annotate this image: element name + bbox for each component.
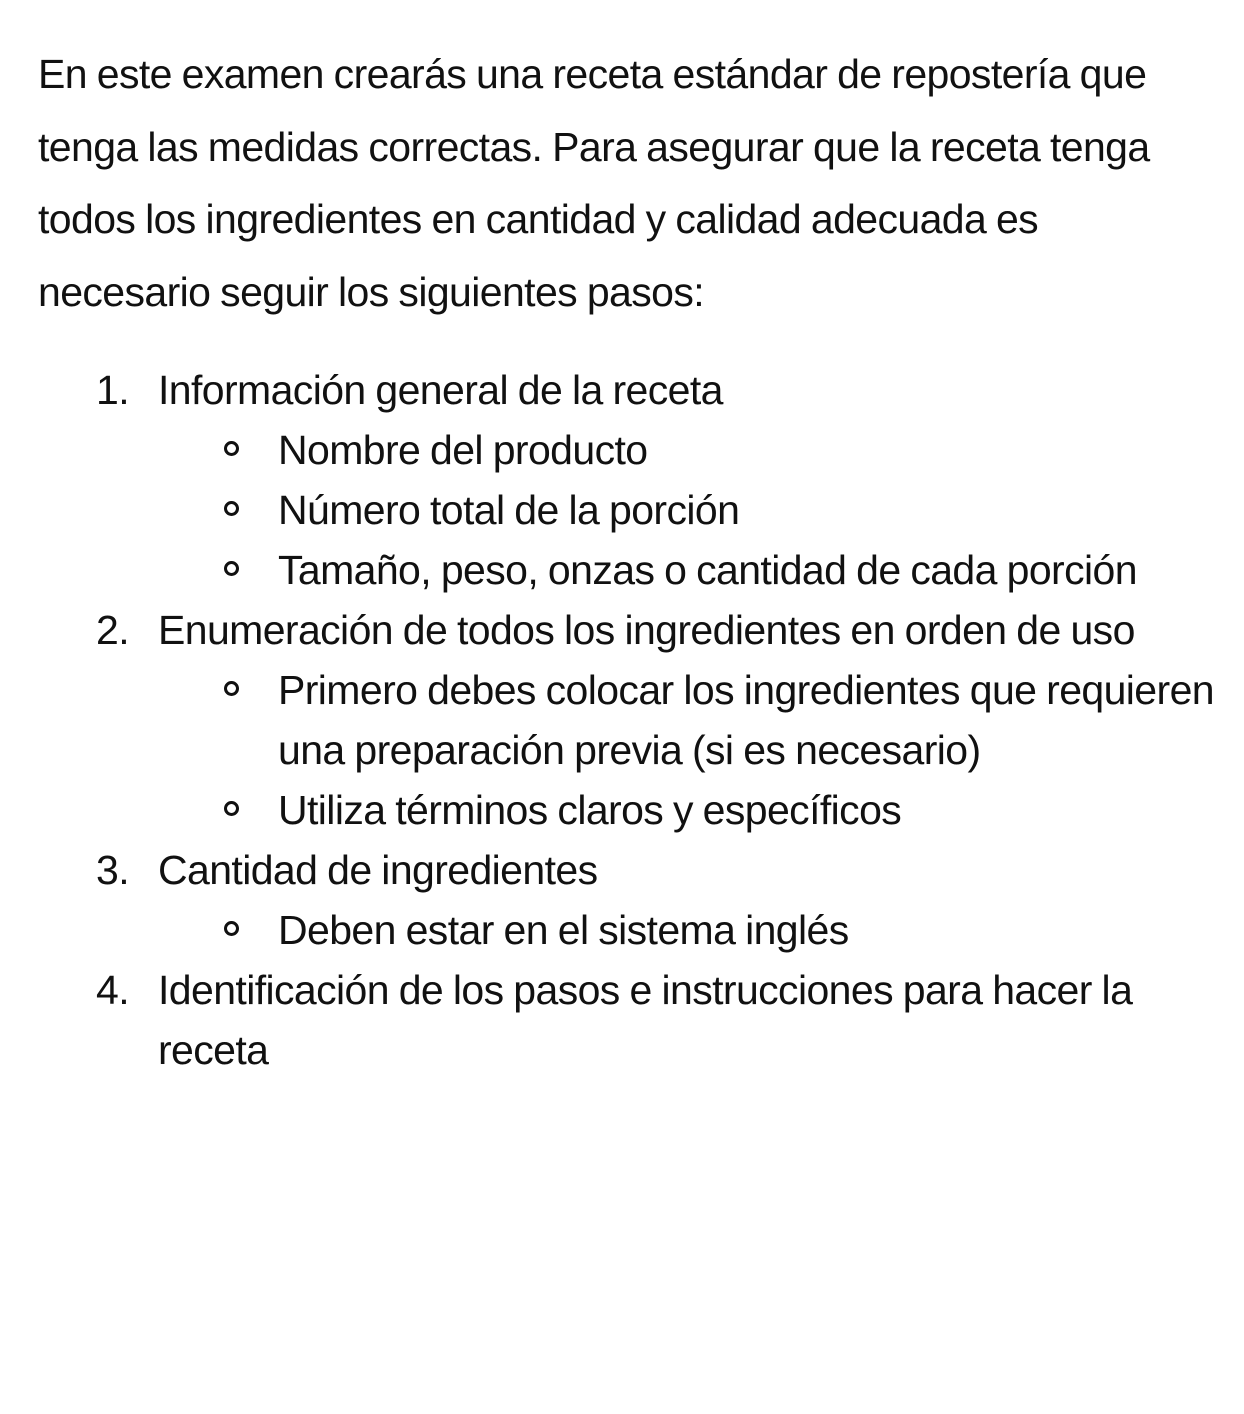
step-number: 1.	[96, 367, 129, 413]
step-number: 2.	[96, 607, 129, 653]
substep-item	[278, 540, 1218, 600]
substep-item	[278, 660, 1218, 780]
substep-item	[278, 420, 1218, 480]
substep-label: Número total de la porción	[278, 487, 740, 533]
hollow-bullet-icon	[224, 441, 239, 456]
substep-item	[278, 900, 1218, 960]
step-label: Enumeración de todos los ingredientes en orden de uso	[158, 607, 1135, 653]
hollow-bullet-icon	[224, 561, 239, 576]
step-label: Cantidad de ingredientes	[158, 847, 598, 893]
substeps-list	[158, 660, 1222, 840]
substep-label: Tamaño, peso, onzas o cantidad de cada porción	[278, 547, 1137, 593]
substeps-list	[158, 900, 1222, 960]
step-item	[38, 360, 1222, 600]
hollow-bullet-icon	[224, 801, 239, 816]
step-item	[38, 840, 1222, 960]
hollow-bullet-icon	[224, 681, 239, 696]
substep-item	[278, 780, 1218, 840]
step-label: Identificación de los pasos e instrucciones para hacer la receta	[158, 967, 1133, 1073]
intro-paragraph: En este examen crearás una receta estándar de repostería que tenga las medidas correctas. Para asegurar que la receta tenga todos los ingredientes en cantidad y calidad adecuada es necesario seguir los siguientes pasos:	[38, 51, 1150, 315]
hollow-bullet-icon	[224, 921, 239, 936]
step-number: 3.	[96, 847, 129, 893]
step-number: 4.	[96, 967, 129, 1013]
substep-label: Deben estar en el sistema inglés	[278, 907, 849, 953]
step-label: Información general de la receta	[158, 367, 723, 413]
substep-item	[278, 480, 1218, 540]
step-item	[38, 600, 1222, 840]
hollow-bullet-icon	[224, 501, 239, 516]
substep-label: Nombre del producto	[278, 427, 648, 473]
substep-label: Utiliza términos claros y específicos	[278, 787, 902, 833]
step-item	[38, 960, 1222, 1080]
steps-list	[38, 360, 1222, 1080]
substeps-list	[158, 420, 1222, 600]
substep-label: Primero debes colocar los ingredientes que requieren una preparación previa (si es necesario)	[278, 667, 1214, 773]
